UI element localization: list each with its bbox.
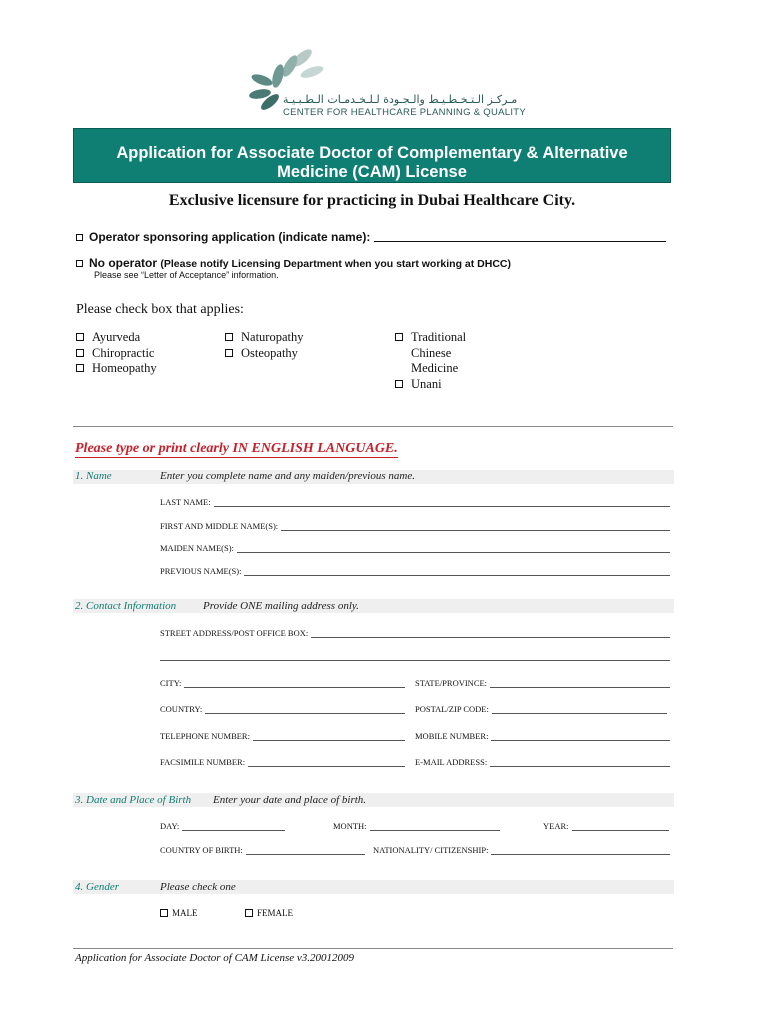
specialty-checkbox[interactable] — [76, 364, 84, 372]
field-line — [248, 758, 405, 767]
logo-arabic-text: مـركـز الـتـخـطـيـط والـجـودة لـلـخـدمـات الـطـبـيـة — [283, 93, 518, 106]
specialty-option[interactable] — [395, 377, 485, 393]
specialty-label: Osteopathy — [241, 345, 298, 360]
street-address-field[interactable] — [160, 628, 670, 638]
operator-name-field[interactable] — [374, 241, 666, 242]
specialty-checkbox[interactable] — [225, 349, 233, 357]
telephone-field[interactable] — [160, 731, 405, 741]
field-line — [311, 629, 670, 638]
section-hint-contact: Provide ONE mailing address only. — [203, 600, 359, 612]
mobile-field[interactable] — [415, 731, 670, 741]
specialty-option[interactable] — [395, 330, 485, 377]
field-label: MONTH: — [333, 821, 367, 831]
specialty-option[interactable] — [76, 346, 157, 362]
field-line — [491, 732, 670, 741]
footer-text: Application for Associate Doctor of CAM License v3.20012009 — [75, 952, 355, 964]
specialty-checkbox[interactable] — [395, 333, 403, 341]
field-line — [491, 846, 670, 855]
field-line — [237, 544, 670, 553]
birth-year-field[interactable] — [543, 821, 669, 831]
field-line — [492, 705, 667, 714]
instruction-text: Please type or print clearly IN ENGLISH LANGUAGE. — [75, 441, 398, 456]
specialty-checkbox[interactable] — [76, 333, 84, 341]
street-address-line-2[interactable] — [160, 660, 670, 661]
field-line — [184, 679, 405, 688]
field-line — [253, 732, 405, 741]
gender-female-option[interactable] — [245, 908, 293, 918]
field-label: E-MAIL ADDRESS: — [415, 757, 488, 767]
specialty-label-line: Medicine — [411, 361, 459, 375]
field-line — [244, 567, 670, 576]
specialty-label — [411, 330, 466, 377]
no-operator-checkbox[interactable] — [76, 260, 83, 267]
field-label: NATIONALITY/ CITIZENSHIP: — [373, 845, 489, 855]
specialty-checkbox[interactable] — [225, 333, 233, 341]
state-province-field[interactable] — [415, 678, 670, 688]
page-subtitle: Exclusive licensure for practicing in Dubai Healthcare City. — [168, 192, 576, 209]
field-label: COUNTRY: — [160, 704, 203, 714]
birth-day-field[interactable] — [160, 821, 285, 831]
female-checkbox[interactable] — [245, 909, 253, 917]
male-label: MALE — [172, 908, 198, 918]
section-title-birth: 3. Date and Place of Birth — [75, 794, 192, 806]
no-operator-label: No operator — [89, 256, 158, 270]
specialty-option[interactable] — [76, 361, 157, 377]
field-label: LAST NAME: — [160, 497, 211, 507]
specialty-checkbox[interactable] — [76, 349, 84, 357]
specialty-label: Chiropractic — [92, 345, 155, 360]
field-line — [214, 498, 670, 507]
section-title-name: 1. Name — [75, 470, 112, 482]
specialty-option[interactable] — [225, 330, 303, 346]
specialty-label: Naturopathy — [241, 330, 304, 344]
section-title-gender: 4. Gender — [75, 881, 119, 893]
operator-sponsoring-option — [76, 230, 370, 244]
field-label: PREVIOUS NAME(S): — [160, 566, 242, 576]
country-field[interactable] — [160, 704, 405, 714]
nationality-field[interactable] — [373, 845, 670, 855]
operator-sponsoring-checkbox[interactable] — [76, 234, 83, 241]
field-line — [205, 705, 405, 714]
letter-of-acceptance-note: Please see “Letter of Acceptance” information. — [94, 270, 279, 280]
no-operator-option — [76, 256, 511, 270]
specialty-checkbox[interactable] — [395, 380, 403, 388]
field-line — [490, 758, 670, 767]
field-label: MOBILE NUMBER: — [415, 731, 489, 741]
field-label: FIRST AND MIDDLE NAME(S): — [160, 521, 279, 531]
field-label: STREET ADDRESS/POST OFFICE BOX: — [160, 628, 309, 638]
field-label: MAIDEN NAME(S): — [160, 543, 234, 553]
specialty-column-1 — [76, 330, 157, 377]
specialty-label-line: Traditional — [411, 330, 467, 344]
field-label: STATE/PROVINCE: — [415, 678, 488, 688]
specialty-label: Ayurveda — [92, 330, 141, 344]
field-label: POSTAL/ZIP CODE: — [415, 704, 489, 714]
email-field[interactable] — [415, 757, 670, 767]
gender-male-option[interactable] — [160, 908, 198, 918]
previous-name-field[interactable] — [160, 566, 670, 576]
specialty-column-3 — [395, 330, 485, 392]
field-label: FACSIMILE NUMBER: — [160, 757, 246, 767]
footer-divider — [73, 948, 673, 949]
maiden-name-field[interactable] — [160, 543, 670, 553]
specialty-label: Unani — [411, 376, 442, 391]
section-hint-name: Enter you complete name and any maiden/previous name. — [160, 470, 415, 482]
title-line-2: Medicine (CAM) License — [277, 163, 467, 181]
field-line — [182, 822, 285, 831]
field-label: COUNTRY OF BIRTH: — [160, 845, 243, 855]
field-line — [572, 822, 670, 831]
field-line — [370, 822, 500, 831]
first-middle-name-field[interactable] — [160, 521, 670, 531]
field-label: YEAR: — [543, 821, 569, 831]
field-label: DAY: — [160, 821, 180, 831]
check-box-heading: Please check box that applies: — [76, 302, 244, 317]
section-title-contact: 2. Contact Information — [75, 600, 177, 612]
title-banner — [73, 128, 671, 183]
birth-month-field[interactable] — [333, 821, 500, 831]
operator-sponsoring-label: Operator sponsoring application (indicate name): — [89, 230, 371, 244]
last-name-field[interactable] — [160, 497, 670, 507]
field-label: TELEPHONE NUMBER: — [160, 731, 250, 741]
specialty-option[interactable] — [76, 330, 157, 346]
section-hint-gender: Please check one — [160, 881, 236, 893]
field-line — [490, 679, 670, 688]
specialty-label-line: Chinese — [411, 345, 452, 360]
section-hint-birth: Enter your date and place of birth. — [213, 794, 367, 806]
field-label: CITY: — [160, 678, 182, 688]
title-line-1: Application for Associate Doctor of Complementary & Alternative — [116, 144, 628, 162]
female-label: FEMALE — [257, 908, 293, 918]
specialty-label: Homeopathy — [92, 361, 157, 375]
postal-code-field[interactable] — [415, 704, 667, 714]
logo-english-text: CENTER FOR HEALTHCARE PLANNING & QUALITY — [283, 107, 527, 118]
field-line — [281, 522, 670, 531]
city-field[interactable] — [160, 678, 405, 688]
divider — [73, 426, 673, 427]
country-of-birth-field[interactable] — [160, 845, 365, 855]
specialty-column-2 — [225, 330, 303, 361]
facsimile-field[interactable] — [160, 757, 405, 767]
no-operator-detail: (Please notify Licensing Department when you start working at DHCC) — [160, 258, 511, 270]
specialty-option[interactable] — [225, 346, 303, 362]
male-checkbox[interactable] — [160, 909, 168, 917]
field-line — [246, 846, 365, 855]
